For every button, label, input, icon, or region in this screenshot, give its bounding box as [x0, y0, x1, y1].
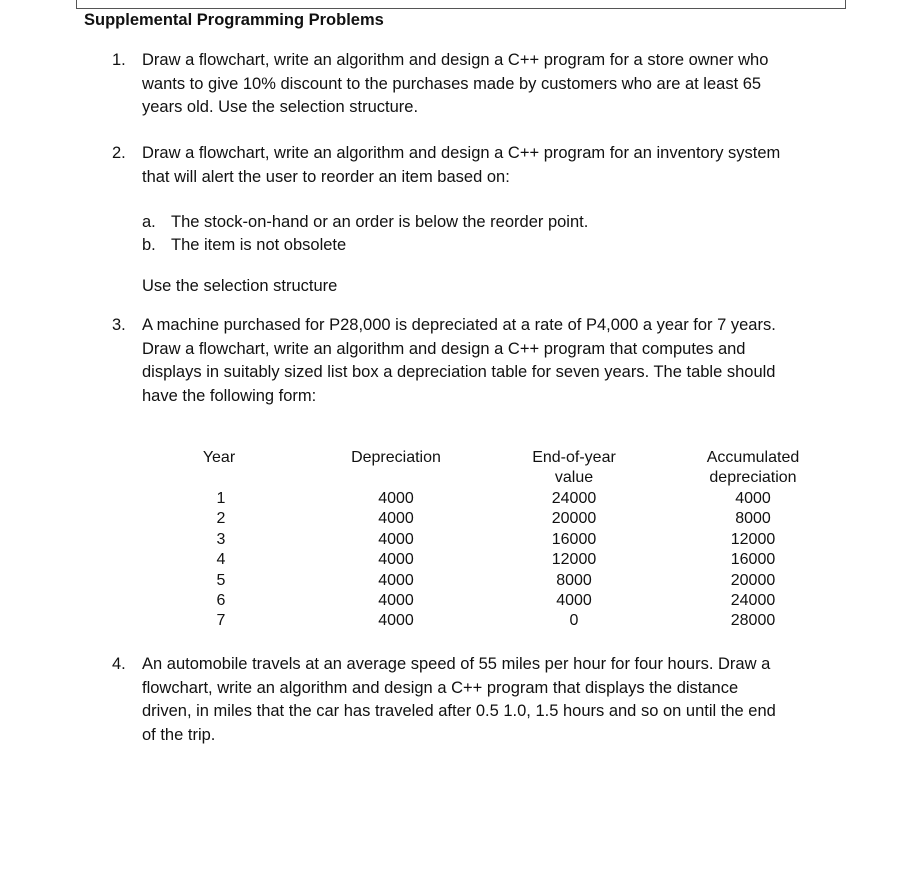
table-cell: 20000 — [730, 571, 776, 589]
table-cell: 4 — [216, 551, 226, 569]
column-accumulated-depreciation — [718, 489, 788, 632]
depreciation-table — [0, 448, 912, 638]
problem-number: 2. — [112, 144, 126, 162]
page-frame — [76, 0, 846, 9]
table-cell: 4000 — [378, 530, 414, 548]
table-cell: 4000 — [378, 591, 414, 609]
text-line: Draw a flowchart, write an algorithm and design a C++ program for a store owner who — [142, 51, 769, 69]
subitem-text: The stock-on-hand or an order is below the reorder point. — [171, 213, 589, 231]
table-cell: 4000 — [556, 591, 592, 609]
table-cell: 24000 — [730, 591, 776, 609]
subitem-b — [142, 234, 346, 257]
text-line: have the following form: — [142, 386, 317, 405]
table-cell: 4000 — [378, 490, 414, 507]
column-depreciation — [366, 489, 426, 632]
table-cell: 4000 — [378, 571, 414, 589]
header-accumulated-depreciation — [693, 448, 813, 488]
subitem-text: The item is not obsolete — [171, 236, 347, 254]
problem-2-footer: Use the selection structure — [142, 277, 338, 295]
header-end-of-year-value — [519, 448, 629, 488]
problem-number: 1. — [112, 51, 126, 69]
problem-text — [142, 142, 842, 189]
header-line: depreciation — [709, 469, 797, 486]
text-line: years old. Use the selection structure. — [142, 98, 419, 116]
problem-text — [142, 653, 842, 747]
page-title: Supplemental Programming Problems — [84, 11, 384, 29]
table-cell: 8000 — [556, 571, 592, 589]
table-cell: 6 — [216, 591, 226, 609]
header-depreciation — [336, 448, 456, 468]
table-cell: 2 — [216, 510, 226, 528]
table-cell: 7 — [216, 612, 226, 630]
table-cell: 4000 — [378, 510, 414, 528]
header-line: Accumulated — [706, 449, 800, 466]
text-line: driven, in miles that the car has traveled after 0.5 1.0, 1.5 hours and so on until the end — [142, 702, 776, 720]
subitem-a — [142, 211, 588, 234]
header-line: Depreciation — [351, 449, 441, 466]
problem-text — [142, 314, 842, 408]
header-line: Year — [202, 449, 236, 466]
text-line: An automobile travels at an average speed of 55 miles per hour for four hours. Draw a — [142, 655, 771, 673]
subitem-marker: a. — [142, 213, 156, 231]
table-cell: 20000 — [551, 510, 597, 528]
table-cell: 3 — [216, 530, 226, 548]
subitem-marker: b. — [142, 236, 156, 254]
table-cell: 28000 — [730, 612, 776, 630]
column-year — [209, 489, 233, 632]
table-cell: 24000 — [551, 490, 597, 507]
table-cell: 4000 — [378, 612, 414, 630]
text-line: wants to give 10% discount to the purchases made by customers who are at least 65 — [142, 74, 762, 93]
table-cell: 12000 — [551, 551, 597, 569]
problem-text — [142, 49, 842, 120]
table-cell: 16000 — [551, 530, 597, 548]
table-cell: 12000 — [730, 530, 776, 548]
text-line: that will alert the user to reorder an item based on: — [142, 167, 510, 186]
table-cell: 1 — [216, 490, 226, 507]
table-cell: 8000 — [735, 510, 771, 528]
table-cell: 4000 — [735, 490, 771, 507]
header-year — [179, 448, 259, 468]
table-cell: 4000 — [378, 551, 414, 569]
table-cell: 16000 — [730, 551, 776, 569]
text-line: Draw a flowchart, write an algorithm and design a C++ program for an inventory system — [142, 144, 781, 162]
table-cell: 0 — [569, 612, 579, 630]
problem-number: 3. — [112, 316, 126, 334]
problem-number: 4. — [112, 655, 126, 673]
text-line: flowchart, write an algorithm and design a C++ program that displays the distance — [142, 678, 739, 697]
table-cell: 5 — [216, 571, 226, 589]
header-line: End-of-year — [532, 449, 616, 466]
column-end-of-year-value — [539, 489, 609, 632]
text-line: A machine purchased for P28,000 is depreciated at a rate of P4,000 a year for 7 years. — [142, 316, 776, 334]
header-line: value — [554, 469, 594, 486]
text-line: of the trip. — [142, 725, 216, 744]
text-line: Draw a flowchart, write an algorithm and design a C++ program that computes and — [142, 339, 746, 358]
text-line: displays in suitably sized list box a depreciation table for seven years. The table should — [142, 363, 776, 381]
